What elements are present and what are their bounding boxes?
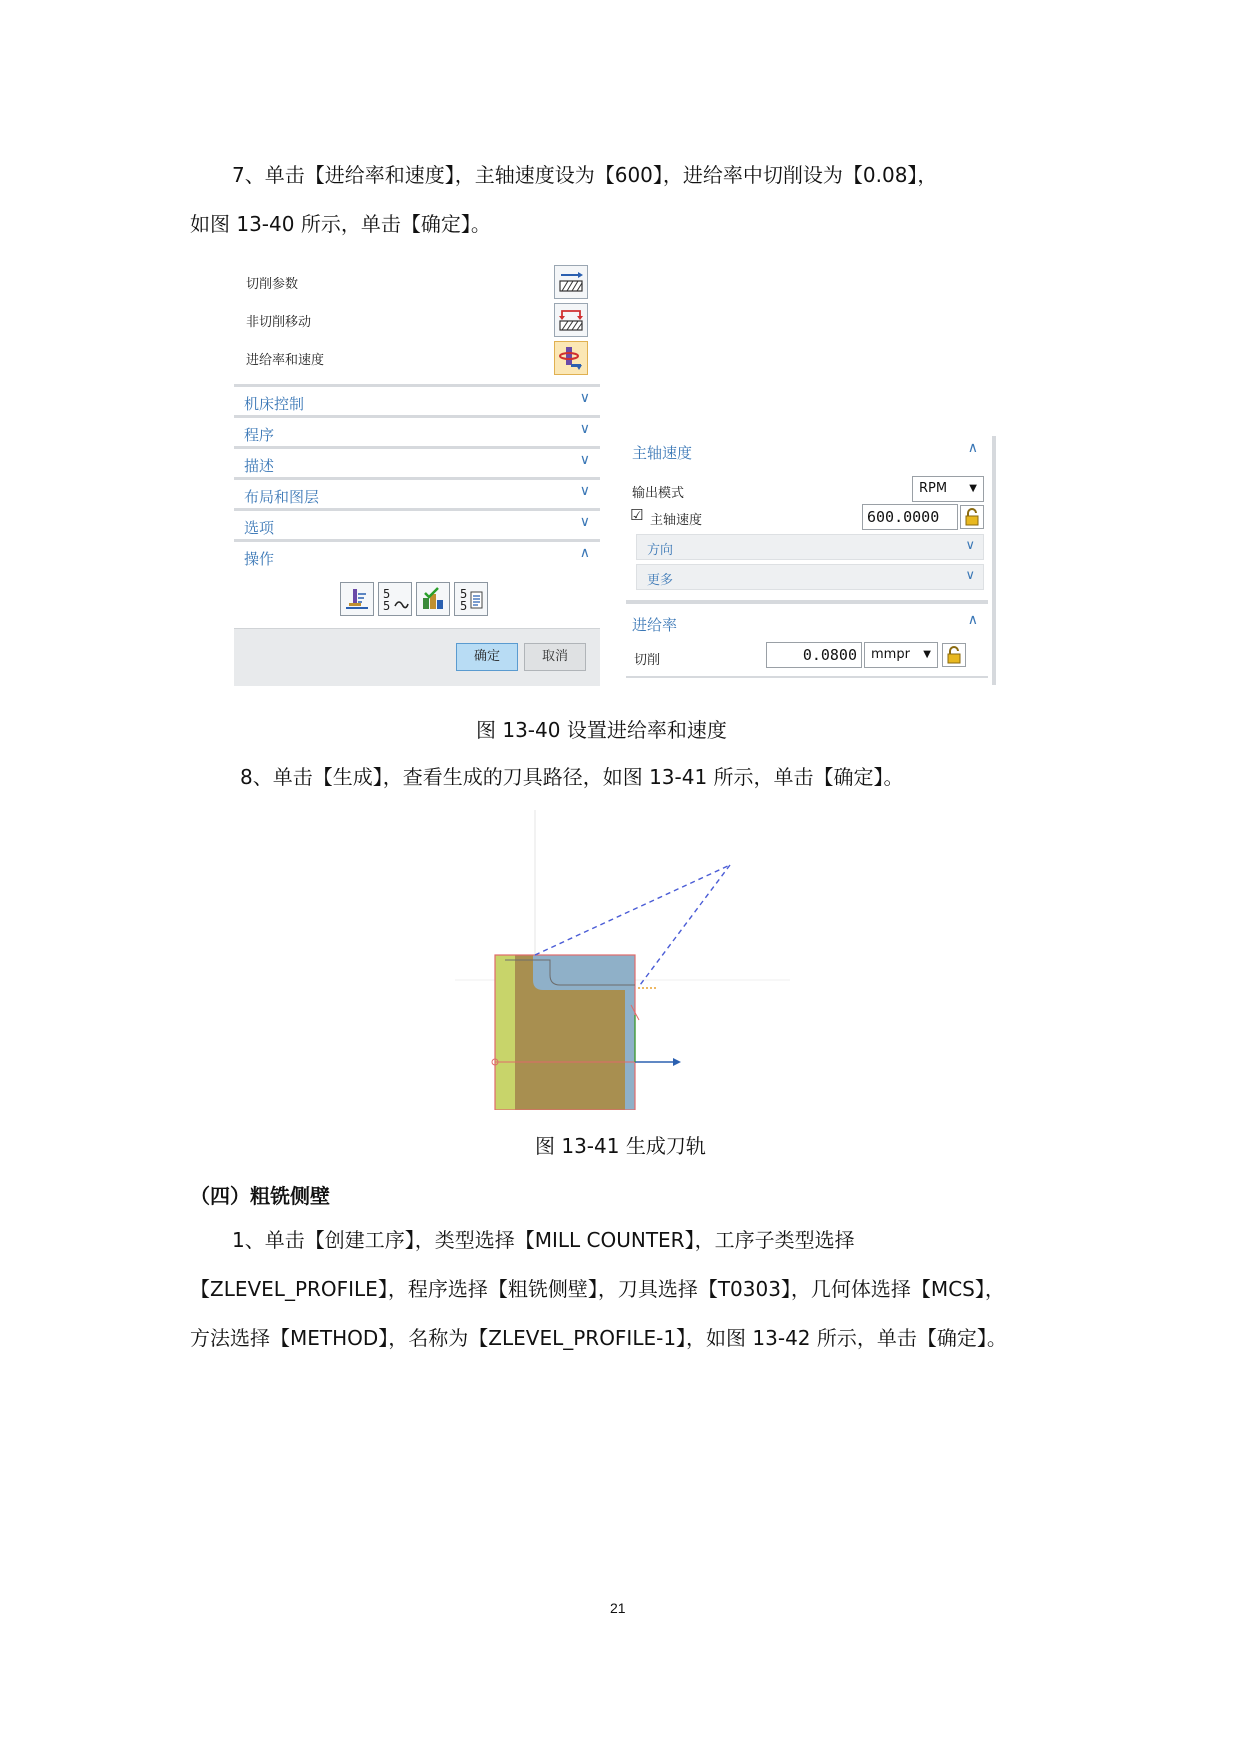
cancel-button[interactable]: 取消 bbox=[524, 643, 586, 671]
generate-icon[interactable] bbox=[340, 582, 374, 616]
svg-text:5: 5 bbox=[383, 599, 391, 612]
paragraph-step7-line1: 7、单击【进给率和速度】，主轴速度设为【600】，进给率中切削设为【0.08】， bbox=[232, 163, 938, 187]
cut-label: 切削 bbox=[634, 653, 661, 668]
op-row-non-cut-moves[interactable] bbox=[234, 300, 594, 338]
verify-icon[interactable] bbox=[416, 582, 450, 616]
chevron-down-icon[interactable]: ∨ bbox=[965, 568, 975, 583]
toolpath-approach bbox=[535, 865, 730, 955]
feed-rate-title: 进给率 bbox=[632, 616, 678, 634]
direction-label: 方向 bbox=[647, 543, 674, 558]
chevron-down-icon[interactable]: ∨ bbox=[965, 538, 975, 553]
section-layout-layers[interactable] bbox=[234, 477, 600, 507]
output-mode-label: 输出模式 bbox=[632, 486, 685, 501]
more-label: 更多 bbox=[647, 573, 674, 588]
caption-fig-13-40: 图 13-40 设置进给率和速度 bbox=[476, 718, 727, 742]
op-row-cut-params[interactable] bbox=[234, 262, 594, 300]
section-label: 操作 bbox=[244, 550, 275, 568]
chevron-down-icon[interactable]: ∨ bbox=[579, 483, 590, 499]
section-program[interactable] bbox=[234, 415, 600, 445]
panel-scrollbar[interactable] bbox=[992, 436, 996, 685]
feeds-speeds-icon[interactable] bbox=[554, 341, 588, 375]
svg-text:5: 5 bbox=[460, 599, 468, 612]
section-machine-control[interactable] bbox=[234, 384, 600, 414]
section-label: 布局和图层 bbox=[244, 488, 320, 506]
spindle-speed-checkbox[interactable]: ☑ bbox=[630, 506, 644, 524]
dropdown-arrow-icon: ▼ bbox=[923, 649, 931, 660]
chevron-down-icon[interactable]: ∨ bbox=[579, 390, 590, 406]
chevron-down-icon[interactable]: ∨ bbox=[579, 452, 590, 468]
toolpath-retract bbox=[640, 865, 730, 985]
paragraph-step1-line1: 1、单击【创建工序】，类型选择【MILL COUNTER】，工序子类型选择 bbox=[232, 1228, 855, 1252]
output-mode-select[interactable] bbox=[912, 476, 984, 502]
spindle-speed-label: 主轴速度 bbox=[650, 513, 703, 528]
section-label: 程序 bbox=[244, 426, 275, 444]
spindle-speed-input[interactable]: 600.0000 bbox=[862, 504, 958, 530]
svg-text:5: 5 bbox=[383, 587, 391, 601]
op-label: 切削参数 bbox=[246, 277, 299, 292]
section-heading: （四）粗铣侧壁 bbox=[190, 1184, 330, 1208]
direction-subsection[interactable] bbox=[636, 534, 984, 560]
cut-params-icon[interactable] bbox=[554, 265, 588, 299]
cut-unit-value: mmpr bbox=[871, 647, 910, 662]
spindle-speed-title: 主轴速度 bbox=[632, 444, 693, 462]
toolpath-view bbox=[455, 810, 790, 1110]
section-actions[interactable] bbox=[234, 539, 600, 569]
replay-icon[interactable] bbox=[378, 582, 412, 616]
section-divider bbox=[626, 676, 988, 678]
section-options[interactable] bbox=[234, 508, 600, 538]
op-row-feeds-speeds[interactable] bbox=[234, 338, 594, 376]
spindle-speed-header[interactable] bbox=[626, 436, 986, 466]
dialog-footer bbox=[234, 628, 600, 686]
lock-icon[interactable] bbox=[960, 505, 984, 529]
chevron-up-icon[interactable]: ∧ bbox=[579, 545, 590, 561]
list-icon[interactable] bbox=[454, 582, 488, 616]
chevron-down-icon[interactable]: ∨ bbox=[579, 514, 590, 530]
output-mode-value: RPM bbox=[919, 481, 948, 496]
section-label: 机床控制 bbox=[244, 395, 305, 413]
section-description[interactable] bbox=[234, 446, 600, 476]
figure-13-41 bbox=[455, 810, 790, 1110]
paragraph-step7-line2: 如图 13-40 所示，单击【确定】。 bbox=[190, 212, 491, 236]
cut-feed-input[interactable]: 0.0800 bbox=[766, 642, 862, 668]
paragraph-step1-line3: 方法选择【METHOD】，名称为【ZLEVEL_PROFILE-1】，如图 13-42 所示，单击【确定】。 bbox=[190, 1326, 1007, 1350]
paragraph-step1-line2: 【ZLEVEL_PROFILE】，程序选择【粗铣侧壁】，刀具选择【T0303】，几何体选择【MCS】， bbox=[190, 1277, 1005, 1301]
svg-text:5: 5 bbox=[460, 587, 468, 601]
section-label: 选项 bbox=[244, 519, 275, 537]
dropdown-arrow-icon: ▼ bbox=[969, 483, 977, 494]
lock-icon[interactable] bbox=[942, 643, 966, 667]
feeds-speeds-panel bbox=[626, 436, 996, 685]
part-yellow-band bbox=[495, 955, 515, 1110]
chevron-up-icon[interactable]: ∧ bbox=[967, 440, 978, 456]
section-divider bbox=[626, 600, 988, 604]
section-label: 描述 bbox=[244, 457, 275, 475]
more-subsection[interactable] bbox=[636, 564, 984, 590]
page-number: 21 bbox=[610, 1600, 626, 1616]
paragraph-step8: 8、单击【生成】，查看生成的刀具路径，如图 13-41 所示，单击【确定】。 bbox=[240, 765, 904, 789]
chevron-up-icon[interactable]: ∧ bbox=[967, 612, 978, 628]
feed-rate-header[interactable] bbox=[626, 608, 986, 638]
op-label: 非切削移动 bbox=[246, 315, 312, 330]
cut-unit-select[interactable] bbox=[864, 642, 938, 668]
non-cut-moves-icon[interactable] bbox=[554, 303, 588, 337]
op-label: 进给率和速度 bbox=[246, 353, 325, 368]
figure-13-40 bbox=[234, 262, 1004, 685]
action-toolbar bbox=[340, 582, 488, 618]
chevron-down-icon[interactable]: ∨ bbox=[579, 421, 590, 437]
ok-button[interactable]: 确定 bbox=[456, 643, 518, 671]
caption-fig-13-41: 图 13-41 生成刀轨 bbox=[535, 1134, 706, 1158]
